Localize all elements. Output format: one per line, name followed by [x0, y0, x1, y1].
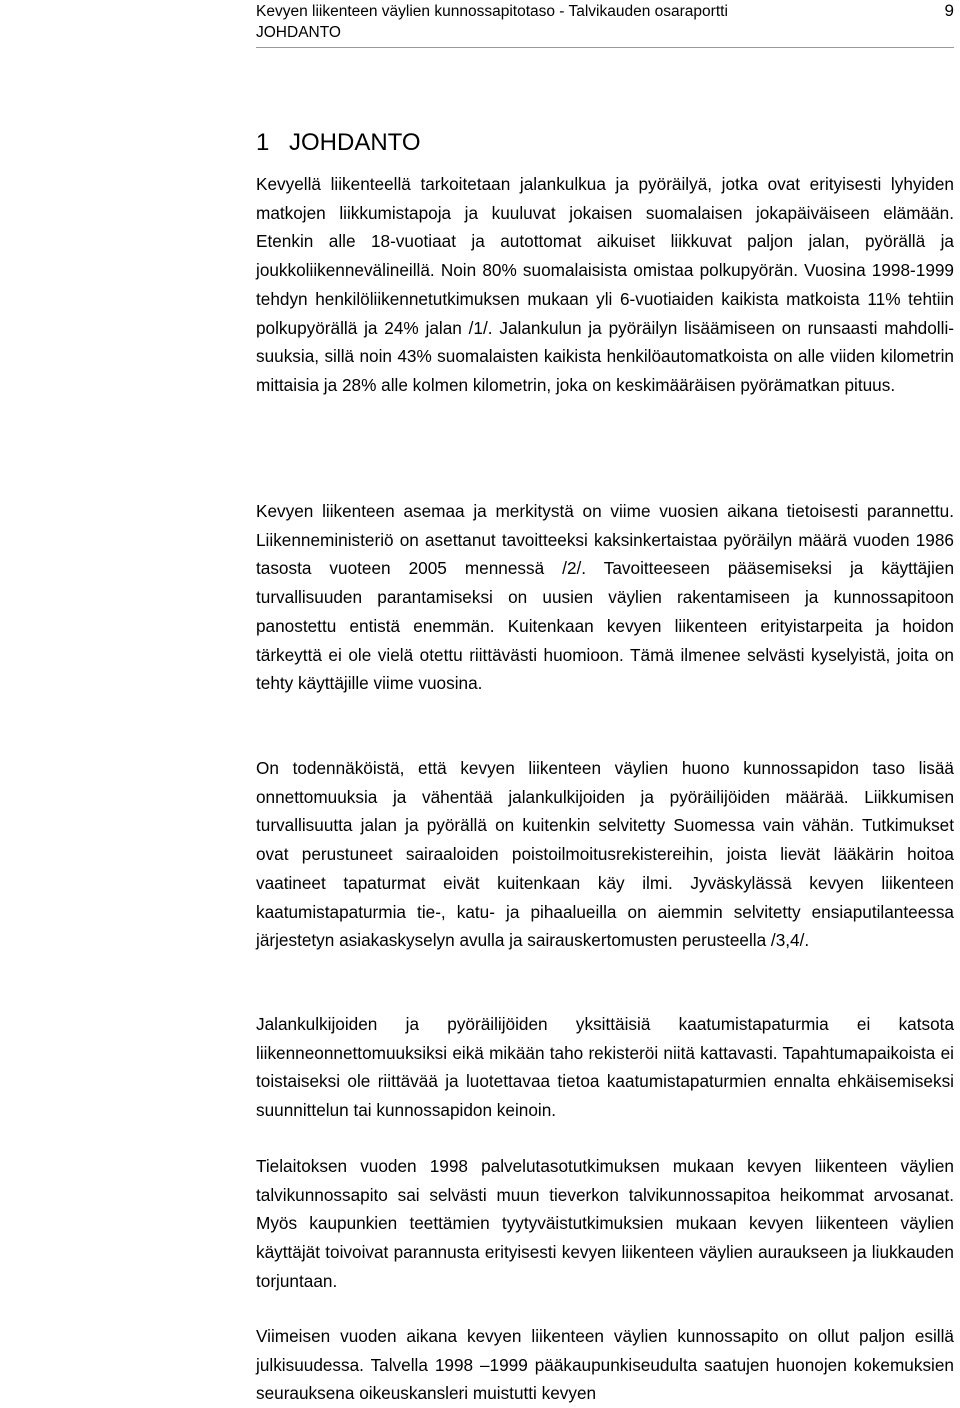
page-header	[256, 0, 954, 48]
header-divider	[256, 47, 954, 48]
chapter-number: 1	[256, 129, 270, 156]
paragraph-5: Tielaitoksen vuoden 1998 palvelutasotutkimuksen mukaan kevyen liikenteen väylien talvikunnossapito sai selvästi muun tieverkon talvikunnossapitoa heikommat arvosanat. Myös kaupunkien teettämien tyytyväistutkimuksien mukaan kevyen liikenteen väylien käyttäjät toivoivat parannusta erityisesti kevyen liikenteen väylien auraukseen ja liukkauden torjuntaan.	[256, 1156, 954, 1291]
paragraph-2: Kevyen liikenteen asemaa ja merkitystä on viime vuosien aikana tietoisesti parannettu. Liikenneministeriö on asettanut tavoitteeksi kaksinkertaistaa pyöräilyn määrä vuoden 1986 tasosta vuoteen 2005 mennessä /2/. Tavoitteeseen pääsemiseksi ja käyttäjien turvallisuuden parantamiseksi on uusien väylien rakentamiseen ja kunnossapitoon panostettu entistä enemmän. Kuitenkaan kevyen liikenteen erityistarpeita ja hoidon tärkeyttä ei ole vielä otettu riittävästi huomioon. Tämä ilmenee selvästi kyselyistä, joita on tehty käyttäjille viime vuosina.	[256, 501, 954, 694]
paragraph-3: On todennäköistä, että kevyen liikenteen väylien huono kunnossapidon taso lisää onnettomuuksia ja vähentää jalankulkijoiden ja pyöräilijöiden määrää. Liikkumisen turvallisuutta jalan ja pyörällä on kuitenkin selvitetty Suomessa vain vähän. Tutkimukset ovat perustuneet sairaaloiden poistoilmoitusrekistereihin, joista lievät lääkärin hoitoa vaatineet tapaturmat eivät kuitenkaan käy ilmi. Jyväskylässä kevyen liikenteen kaatumistapaturmia tie-, katu- ja pihaalueilla on aiemmin selvitetty ensiaputilanteessa järjestetyn asiakaskyselyn avulla ja sairauskertomusten perusteella /3,4/.	[256, 758, 954, 951]
paragraph-6: Viimeisen vuoden aikana kevyen liikenteen väylien kunnossapito on ollut paljon esillä julkisuudessa. Talvella 1998 –1999 pääkaupunkiseudulta saatujen huonojen kokemuksien seurauksena oikeuskansleri muistutti kevyen	[256, 1326, 954, 1404]
paragraph-4: Jalankulkijoiden ja pyöräilijöiden yksittäisiä kaatumistapaturmia ei katsota liikenneonnettomuuksiksi eikä mikään taho rekisteröi niitä kattavasti. Tapahtumapaikoista ei toistaiseksi ole riittävää ja luotettavaa tietoa kaatumistapaturmien ennalta ehkäisemiseksi suunnittelun tai kunnossapidon keinoin.	[256, 1014, 954, 1121]
running-header-title: Kevyen liikenteen väylien kunnossapitotaso - Talvikauden osaraportti	[256, 3, 728, 20]
chapter-title: JOHDANTO	[289, 129, 421, 156]
chapter-heading	[256, 128, 421, 158]
paragraph-1: Kevyellä liikenteellä tarkoitetaan jalankulkua ja pyöräilyä, jotka ovat erityisesti lyhyiden matkojen liikkumistapoja ja kuuluvat jokaisen suomalaisen jokapäiväiseen elämään. Etenkin alle 18-vuotiaat ja autottomat aikuiset liikkuvat paljon jalan, pyörällä ja joukkoliikennevälineillä. Noin 80% suomalaisista omistaa polkupyörän. Vuosina 1998-1999 tehdyn henkilöliikennetutkimuksen mukaan yli 6-vuotiaiden kaikista matkoista 11% tehtiin polkupyörällä ja 24% jalan /1/. Jalankulun ja pyöräilyn lisäämiseen on runsaasti mahdollisuuksia, sillä noin 43% suomalaisten kaikista henkilöautomatkoista on alle viiden kilometrin mittaisia ja 28% alle kolmen kilometrin, joka on keskimääräisen pyörämatkan pituus.	[256, 174, 954, 395]
running-header-section: JOHDANTO	[256, 24, 341, 41]
page-number: 9	[944, 1, 954, 20]
